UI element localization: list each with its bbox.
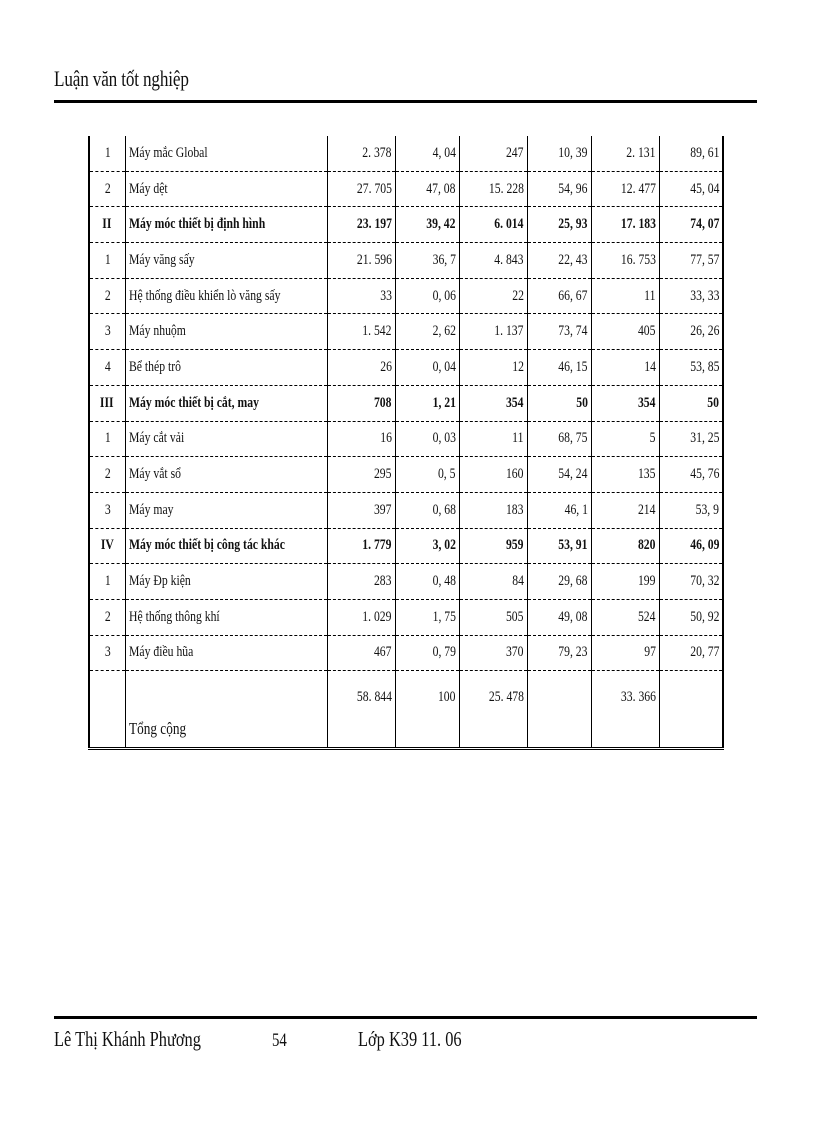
percent-cell (527, 671, 591, 749)
percent-cell (527, 278, 591, 314)
percent-cell-text: 46, 15 (558, 358, 588, 375)
row-index-text: 2 (104, 180, 111, 197)
percent-cell-text: 50 (575, 394, 588, 411)
equipment-name (125, 635, 327, 671)
value-cell (459, 564, 527, 600)
equipment-name-text: Máy điều hũa (128, 644, 193, 661)
value-cell-text: 524 (637, 608, 656, 625)
value-cell (327, 421, 395, 457)
value-cell (459, 671, 527, 749)
value-cell (591, 635, 659, 671)
percent-cell-text: 26, 26 (689, 323, 719, 340)
equipment-name-text: Máy móc thiết bị định hình (128, 216, 265, 233)
value-cell (591, 457, 659, 493)
table-row (89, 528, 723, 564)
value-cell-text: 27. 705 (356, 180, 392, 197)
equipment-name-text: Máy dệt (128, 180, 168, 197)
equipment-name (125, 492, 327, 528)
table-row (89, 278, 723, 314)
equipment-name (125, 243, 327, 279)
equipment-name (125, 564, 327, 600)
table-row (89, 171, 723, 207)
value-cell (459, 528, 527, 564)
value-cell-text: 1. 137 (494, 323, 524, 340)
equipment-name (125, 457, 327, 493)
row-index (89, 278, 125, 314)
equipment-name (125, 314, 327, 350)
percent-cell (395, 243, 459, 279)
row-index (89, 350, 125, 386)
table-row (89, 314, 723, 350)
value-cell (327, 136, 395, 171)
row-index (89, 171, 125, 207)
equipment-name (125, 171, 327, 207)
value-cell (591, 243, 659, 279)
value-cell-text: 2. 378 (362, 144, 392, 161)
value-cell-text: 199 (637, 573, 656, 590)
percent-cell (659, 635, 723, 671)
footer-class: Lớp K39 11. 06 (358, 1027, 462, 1051)
value-cell-text: 183 (505, 501, 524, 518)
row-index (89, 564, 125, 600)
value-cell (327, 243, 395, 279)
equipment-name-text: Máy nhuộm (128, 323, 186, 340)
value-cell-text: 354 (637, 394, 656, 411)
percent-cell (527, 564, 591, 600)
value-cell (591, 421, 659, 457)
row-index (89, 314, 125, 350)
value-cell-text: 295 (373, 466, 392, 483)
value-cell (459, 136, 527, 171)
percent-cell-text: 50, 92 (689, 608, 719, 625)
row-index-text: 3 (104, 644, 111, 661)
percent-cell-text: 0, 79 (432, 644, 456, 661)
equipment-name-text: Máy may (128, 501, 174, 518)
equipment-name (125, 385, 327, 421)
percent-cell-text: 0, 48 (432, 573, 456, 590)
percent-cell-text: 3, 02 (432, 537, 456, 554)
row-index-text: 2 (104, 466, 111, 483)
value-cell-text: 97 (643, 644, 656, 661)
percent-cell (395, 599, 459, 635)
value-cell (459, 457, 527, 493)
value-cell-text: 160 (505, 466, 524, 483)
equipment-name-text: Bể thép trô (128, 358, 181, 375)
value-cell-text: 17. 183 (620, 216, 656, 233)
percent-cell (395, 278, 459, 314)
value-cell (591, 385, 659, 421)
footer-author: Lê Thị Khánh Phương (54, 1027, 201, 1051)
row-index-text: 2 (104, 287, 111, 304)
percent-cell-text: 22, 43 (558, 251, 588, 268)
value-cell (327, 278, 395, 314)
percent-cell (527, 528, 591, 564)
percent-cell-text: 25, 93 (558, 216, 588, 233)
value-cell (591, 350, 659, 386)
percent-cell-text: 1, 21 (432, 394, 456, 411)
value-cell (459, 314, 527, 350)
table-row (89, 457, 723, 493)
value-cell (459, 599, 527, 635)
percent-cell (395, 136, 459, 171)
value-cell (591, 314, 659, 350)
equipment-name-text: Hệ thống thông khí (128, 608, 220, 625)
percent-cell (659, 136, 723, 171)
value-cell (591, 671, 659, 749)
percent-cell-text: 66, 67 (558, 287, 588, 304)
value-cell (327, 671, 395, 749)
percent-cell (659, 528, 723, 564)
row-index-text: II (102, 216, 112, 233)
value-cell (591, 528, 659, 564)
value-cell (459, 243, 527, 279)
row-index-text: 3 (104, 323, 111, 340)
percent-cell (527, 599, 591, 635)
percent-cell-text: 53, 91 (558, 537, 588, 554)
percent-cell-text: 39, 42 (426, 216, 456, 233)
value-cell-text: 14 (643, 358, 656, 375)
percent-cell-text: 10, 39 (558, 144, 588, 161)
row-index (89, 385, 125, 421)
percent-cell (527, 350, 591, 386)
table-row (89, 671, 723, 749)
percent-cell (659, 350, 723, 386)
footer-rule (54, 1016, 757, 1019)
equipment-name-text: Máy cắt vải (128, 430, 184, 447)
value-cell (459, 421, 527, 457)
percent-cell-text: 73, 74 (558, 323, 588, 340)
percent-cell-text: 4, 04 (432, 144, 456, 161)
percent-cell (527, 171, 591, 207)
percent-cell-text: 45, 04 (689, 180, 719, 197)
table-row (89, 599, 723, 635)
value-cell-text: 1. 029 (362, 608, 392, 625)
percent-cell (527, 207, 591, 243)
value-cell-text: 84 (511, 573, 524, 590)
equipment-name-text: Máy mắc Global (128, 144, 208, 161)
table-row (89, 635, 723, 671)
percent-cell (395, 421, 459, 457)
percent-cell (395, 457, 459, 493)
percent-cell (527, 492, 591, 528)
value-cell-text: 16 (379, 430, 392, 447)
value-cell-text: 708 (373, 394, 392, 411)
percent-cell (395, 385, 459, 421)
value-cell-text: 33 (379, 287, 392, 304)
percent-cell (395, 635, 459, 671)
percent-cell-text: 0, 68 (432, 501, 456, 518)
value-cell-text: 12. 477 (620, 180, 656, 197)
equipment-name (125, 528, 327, 564)
value-cell (327, 492, 395, 528)
header-rule (54, 100, 757, 103)
value-cell (591, 136, 659, 171)
row-index (89, 136, 125, 171)
percent-cell-text: 77, 57 (689, 251, 719, 268)
value-cell-text: 247 (505, 144, 524, 161)
percent-cell-text: 0, 04 (432, 358, 456, 375)
value-cell-text: 370 (505, 644, 524, 661)
equipment-name (125, 599, 327, 635)
percent-cell (659, 243, 723, 279)
value-cell (459, 278, 527, 314)
value-cell (459, 207, 527, 243)
value-cell-text: 58. 844 (356, 689, 392, 706)
percent-cell-text: 46, 1 (564, 501, 588, 518)
row-index (89, 635, 125, 671)
percent-cell (395, 528, 459, 564)
row-index-text: 1 (104, 430, 111, 447)
value-cell-text: 26 (379, 358, 392, 375)
table-row (89, 136, 723, 171)
row-index-text: 1 (104, 144, 111, 161)
value-cell-text: 12 (511, 358, 524, 375)
table-row (89, 350, 723, 386)
value-cell (591, 171, 659, 207)
percent-cell-text: 54, 24 (558, 466, 588, 483)
percent-cell-text: 49, 08 (558, 608, 588, 625)
percent-cell-text: 53, 9 (695, 501, 719, 518)
value-cell-text: 820 (637, 537, 656, 554)
percent-cell-text: 0, 06 (432, 287, 456, 304)
percent-cell (527, 243, 591, 279)
row-index (89, 528, 125, 564)
row-index (89, 492, 125, 528)
percent-cell (395, 314, 459, 350)
value-cell (327, 385, 395, 421)
value-cell-text: 283 (373, 573, 392, 590)
equipment-name (125, 350, 327, 386)
value-cell (591, 599, 659, 635)
value-cell-text: 214 (637, 501, 656, 518)
value-cell-text: 135 (637, 466, 656, 483)
value-cell (327, 171, 395, 207)
value-cell-text: 959 (505, 537, 524, 554)
equipment-name (125, 278, 327, 314)
value-cell-text: 467 (373, 644, 392, 661)
value-cell (327, 207, 395, 243)
value-cell (459, 385, 527, 421)
percent-cell-text: 100 (437, 689, 456, 706)
percent-cell (659, 671, 723, 749)
row-index (89, 457, 125, 493)
table-row (89, 421, 723, 457)
percent-cell-text: 1, 75 (432, 608, 456, 625)
percent-cell (659, 492, 723, 528)
value-cell (327, 528, 395, 564)
percent-cell (395, 671, 459, 749)
percent-cell-text: 53, 85 (689, 358, 719, 375)
value-cell (327, 599, 395, 635)
value-cell-text: 5 (649, 430, 656, 447)
percent-cell (395, 207, 459, 243)
row-index-text: IV (100, 537, 114, 554)
percent-cell (395, 171, 459, 207)
value-cell-text: 16. 753 (620, 251, 656, 268)
percent-cell-text: 0, 5 (437, 466, 456, 483)
value-cell (459, 492, 527, 528)
percent-cell (527, 457, 591, 493)
row-index (89, 243, 125, 279)
percent-cell-text: 0, 03 (432, 430, 456, 447)
value-cell-text: 15. 228 (488, 180, 524, 197)
percent-cell-text: 79, 23 (558, 644, 588, 661)
percent-cell (659, 278, 723, 314)
value-cell (591, 278, 659, 314)
percent-cell-text: 47, 08 (426, 180, 456, 197)
value-cell (327, 314, 395, 350)
percent-cell-text: 46, 09 (689, 537, 719, 554)
value-cell-text: 33. 366 (620, 689, 656, 706)
percent-cell (395, 564, 459, 600)
value-cell-text: 354 (505, 394, 524, 411)
percent-cell-text: 29, 68 (558, 573, 588, 590)
percent-cell (659, 599, 723, 635)
percent-cell (659, 207, 723, 243)
row-index-text: 1 (104, 251, 111, 268)
row-index-text: 4 (104, 358, 111, 375)
percent-cell (659, 171, 723, 207)
value-cell-text: 405 (637, 323, 656, 340)
percent-cell-text: 20, 77 (689, 644, 719, 661)
equipment-name-text: Máy văng sấy (128, 251, 195, 268)
percent-cell (659, 421, 723, 457)
page-number: 54 (272, 1030, 287, 1051)
value-cell (459, 635, 527, 671)
percent-cell (527, 635, 591, 671)
percent-cell (527, 314, 591, 350)
value-cell-text: 22 (511, 287, 524, 304)
equipment-name-text: Máy móc thiết bị cắt, may (128, 394, 259, 411)
row-index-text: 2 (104, 608, 111, 625)
percent-cell (659, 457, 723, 493)
table-row (89, 243, 723, 279)
percent-cell-text: 54, 96 (558, 180, 588, 197)
equipment-name (125, 136, 327, 171)
percent-cell-text: 36, 7 (432, 251, 456, 268)
percent-cell (527, 421, 591, 457)
value-cell (591, 564, 659, 600)
percent-cell (527, 136, 591, 171)
table-row (89, 564, 723, 600)
percent-cell-text: 74, 07 (689, 216, 719, 233)
percent-cell (395, 350, 459, 386)
value-cell-text: 21. 596 (356, 251, 392, 268)
row-index-text: III (100, 394, 115, 411)
percent-cell-text: 31, 25 (689, 430, 719, 447)
value-cell-text: 1. 779 (362, 537, 392, 554)
equipment-name-text: Tổng cộng (128, 719, 186, 739)
percent-cell-text: 50 (707, 394, 719, 411)
value-cell (327, 564, 395, 600)
equipment-table (88, 136, 724, 750)
value-cell (327, 457, 395, 493)
row-index (89, 207, 125, 243)
value-cell-text: 23. 197 (356, 216, 392, 233)
value-cell-text: 6. 014 (494, 216, 524, 233)
percent-cell-text: 2, 62 (432, 323, 456, 340)
row-index (89, 599, 125, 635)
table-row (89, 207, 723, 243)
percent-cell-text: 89, 61 (689, 144, 719, 161)
page-header-title: Luận văn tốt nghiệp (54, 66, 189, 91)
percent-cell (659, 564, 723, 600)
equipment-name-text: Máy vắt sổ (128, 466, 181, 483)
value-cell (327, 350, 395, 386)
percent-cell-text: 70, 32 (689, 573, 719, 590)
value-cell-text: 11 (644, 287, 656, 304)
value-cell (591, 207, 659, 243)
value-cell (459, 350, 527, 386)
equipment-name (125, 421, 327, 457)
percent-cell-text: 68, 75 (558, 430, 588, 447)
value-cell (459, 171, 527, 207)
value-cell-text: 11 (512, 430, 524, 447)
value-cell (327, 635, 395, 671)
table-row (89, 385, 723, 421)
percent-cell (659, 314, 723, 350)
equipment-name (125, 671, 327, 749)
percent-cell-text: 45, 76 (689, 466, 719, 483)
equipment-name-text: Máy móc thiết bị công tác khác (128, 537, 285, 554)
value-cell-text: 397 (373, 501, 392, 518)
equipment-name-text: Máy Đp kiện (128, 573, 191, 590)
value-cell-text: 25. 478 (488, 689, 524, 706)
value-cell-text: 1. 542 (362, 323, 392, 340)
percent-cell-text: 33, 33 (689, 287, 719, 304)
table-row (89, 492, 723, 528)
row-index (89, 671, 125, 749)
percent-cell (395, 492, 459, 528)
value-cell-text: 4. 843 (494, 251, 524, 268)
percent-cell (659, 385, 723, 421)
value-cell-text: 2. 131 (626, 144, 656, 161)
equipment-name-text: Hệ thống điều khiển lò văng sấy (128, 287, 280, 304)
equipment-name (125, 207, 327, 243)
row-index-text: 1 (104, 573, 111, 590)
row-index (89, 421, 125, 457)
percent-cell (527, 385, 591, 421)
row-index-text: 3 (104, 501, 111, 518)
value-cell (591, 492, 659, 528)
value-cell-text: 505 (505, 608, 524, 625)
